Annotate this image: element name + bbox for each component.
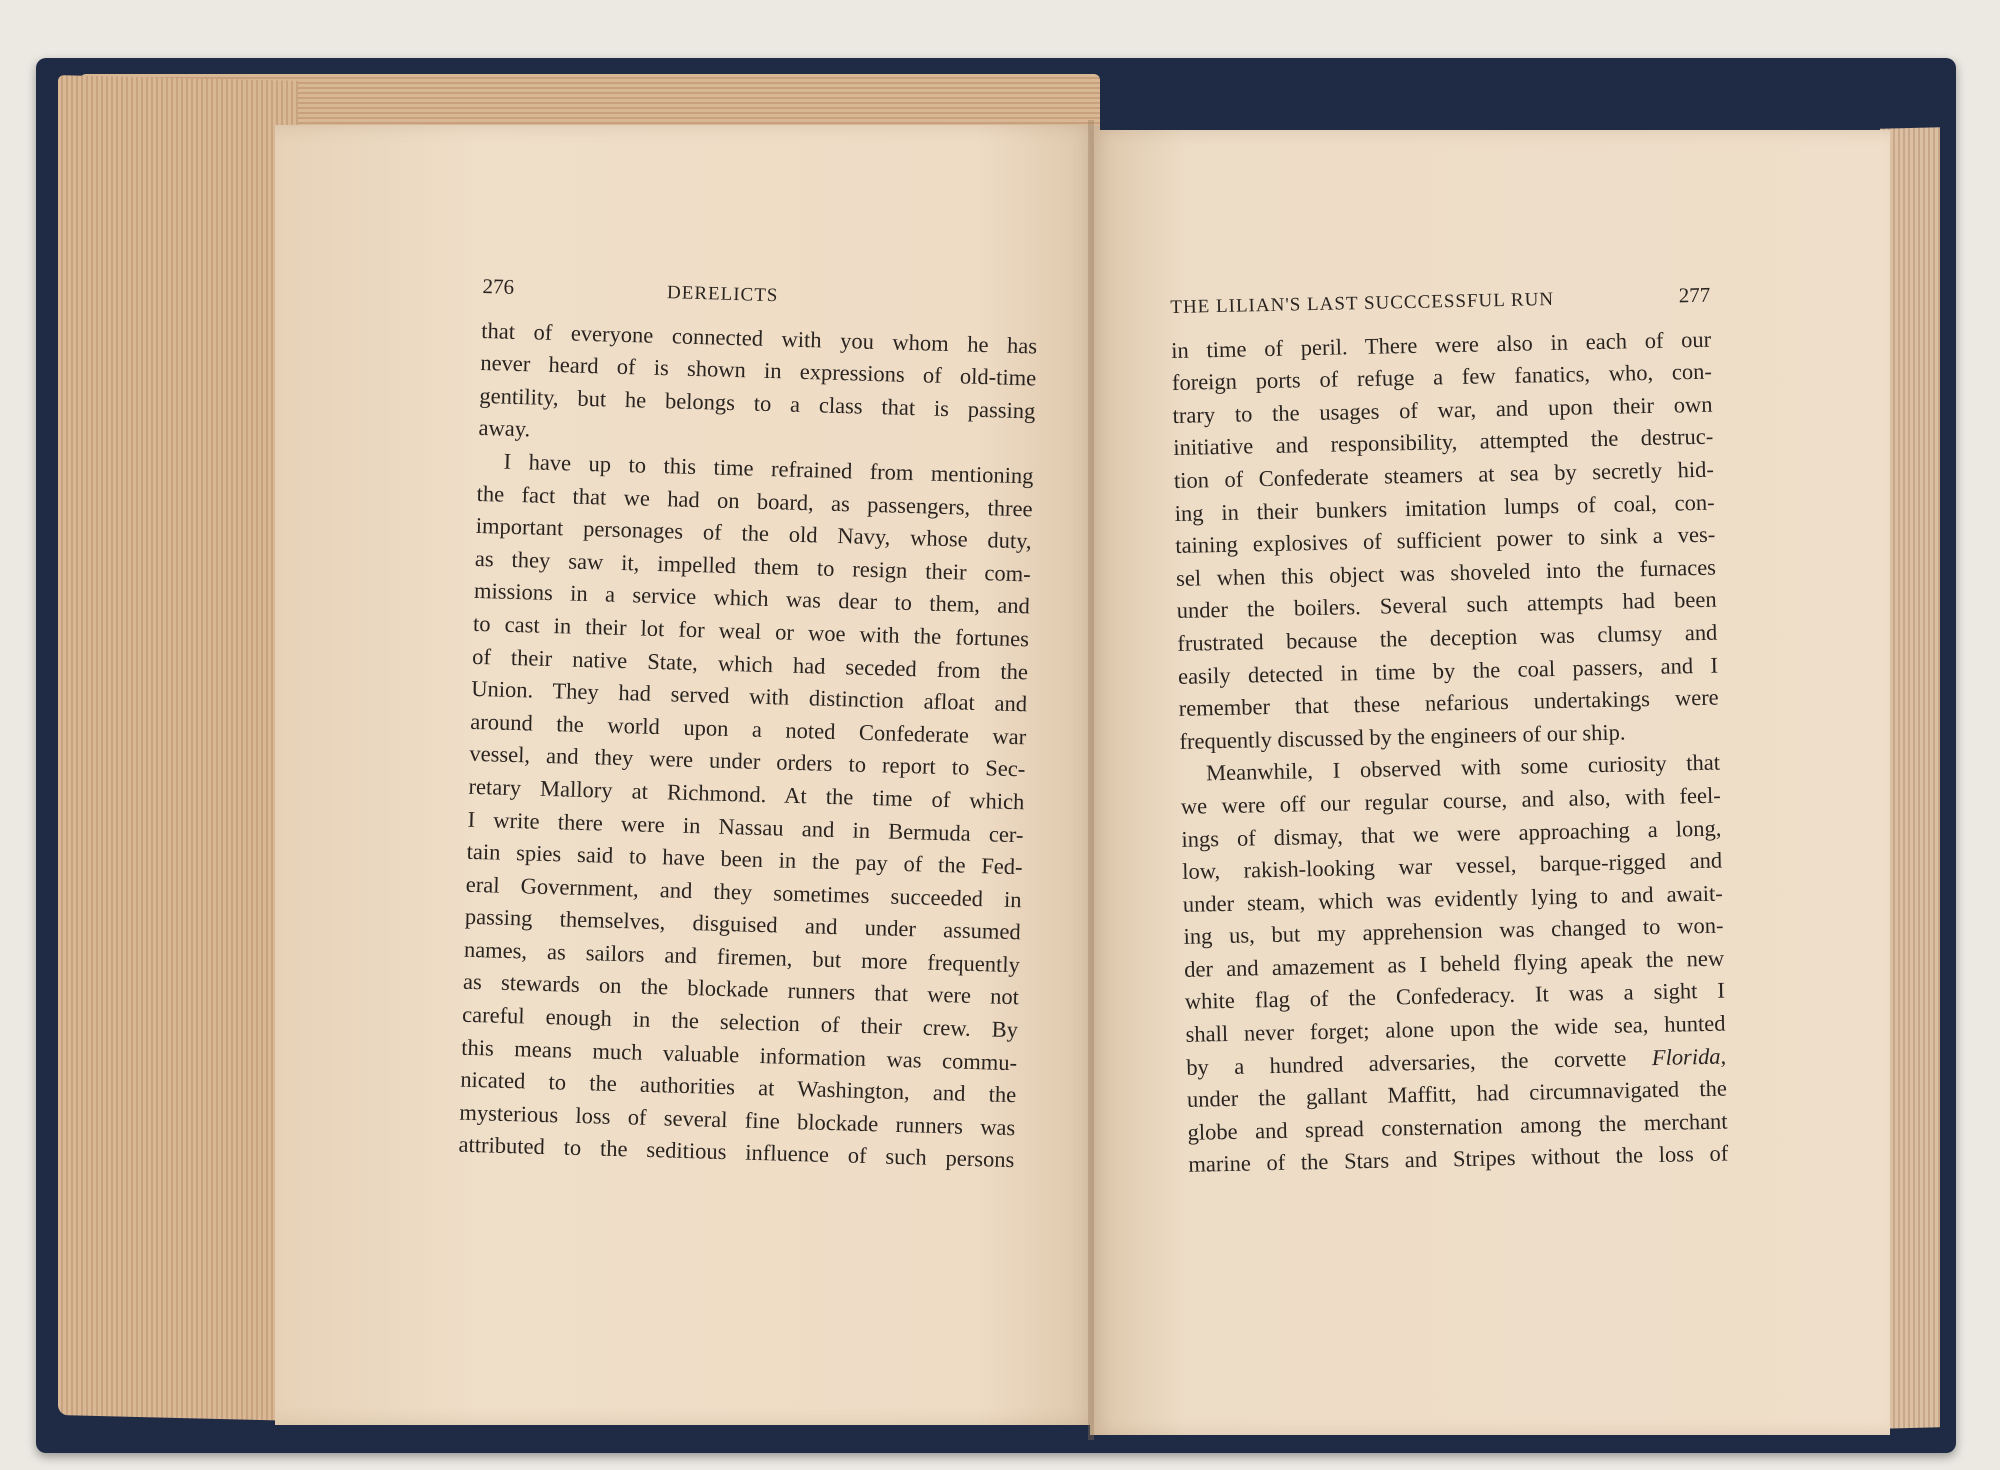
- text-line: the fact that we had on board, as passengers, three: [476, 480, 1033, 521]
- book-gutter: [1088, 120, 1094, 1440]
- text-line: ings of dismay, that we were approaching a long,: [1181, 815, 1722, 852]
- text-line: in time of peril. There were also in each of our: [1170, 326, 1712, 363]
- text-line: tion of Confederate steamers at sea by secretly hid-: [1173, 456, 1715, 493]
- text-line: under the boilers. Several such attempts had been: [1176, 586, 1717, 624]
- text-line: around the world upon a noted Confederate war: [470, 708, 1027, 750]
- text-line: of their native State, which had seceded from the: [471, 643, 1029, 684]
- page-block-left-edge: [58, 75, 298, 1421]
- text-line: tain spies said to have been in the pay of the Fed-: [466, 838, 1023, 880]
- text-line: under steam, which was evidently lying to and await-: [1182, 880, 1724, 917]
- left-page-text: [458, 270, 1039, 1177]
- text-line: to cast in their lot for weal or woe with the fortunes: [472, 610, 1030, 652]
- text-line: ing in their bunkers imitation lumps of coal, con-: [1174, 489, 1715, 526]
- text-line: missions in a service which was dear to them, and: [473, 578, 1031, 619]
- text-line: sel when this object was shoveled into the furnaces: [1175, 554, 1717, 591]
- text-line: by a hundred adversaries, the corvette Florida,: [1186, 1043, 1727, 1080]
- text-line: ing us, but my apprehension was changed to won-: [1183, 912, 1724, 950]
- text-line: nicated to the authorities at Washington, and the: [460, 1066, 1017, 1108]
- text-line: globe and spread consternation among the merchant: [1187, 1108, 1728, 1145]
- text-line: I have up to this time refrained from mentioning: [503, 448, 1034, 489]
- right-page-number: 277: [1678, 282, 1711, 308]
- text-line: careful enough in the selection of their crew. By: [461, 1001, 1019, 1043]
- left-running-head-title: DERELICTS: [666, 282, 779, 307]
- text-line: remember that these nefarious undertakings were: [1178, 684, 1719, 722]
- text-line: I write there were in Nassau and in Bermuda cer-: [467, 806, 1024, 847]
- text-line: this means much valuable information was commu-: [460, 1034, 1018, 1075]
- text-line: trary to the usages of war, and upon their own: [1172, 391, 1713, 428]
- text-line: as stewards on the blockade runners that were not: [462, 969, 1020, 1010]
- text-line: frustrated because the deception was clumsy and: [1177, 619, 1718, 656]
- text-line: gentility, but he belongs to a class that is passing: [479, 382, 1036, 424]
- text-line: as they saw it, impelled them to resign their com-: [474, 545, 1032, 587]
- text-line: never heard of is shown in expressions of old-time: [480, 350, 1037, 391]
- text-line: easily detected in time by the coal passers, and I: [1177, 652, 1719, 689]
- text-line: Meanwhile, I observed with some curiosity that: [1205, 749, 1721, 786]
- text-line: names, as sailors and firemen, but more frequently: [463, 936, 1021, 978]
- left-page-body: [458, 315, 1037, 1178]
- text-line: initiative and responsibility, attempted the destruc-: [1173, 424, 1714, 461]
- text-line: we were off our regular course, and also, with feel-: [1180, 782, 1721, 819]
- text-line: vessel, and they were under orders to report to Sec-: [469, 741, 1026, 782]
- text-line: under the gallant Maffitt, had circumnavigated the: [1186, 1075, 1728, 1113]
- text-line: that of everyone connected with you whom he has: [480, 317, 1038, 359]
- left-page-number: 276: [482, 273, 515, 299]
- text-line: der and amazement as I beheld flying apeak the new: [1183, 945, 1725, 982]
- text-line: shall never forget; alone upon the wide sea, hunted: [1185, 1010, 1726, 1047]
- text-line: taining explosives of sufficient power to sink a ves-: [1175, 521, 1716, 559]
- text-line: away.: [478, 415, 531, 442]
- text-line: foreign ports of refuge a few fanatics, who, con-: [1171, 358, 1713, 396]
- right-page-body: [1171, 323, 1729, 1182]
- text-line: attributed to the seditious influence of such persons: [458, 1132, 1015, 1173]
- text-line: important personages of the old Navy, whose duty,: [475, 513, 1032, 554]
- right-page-text: [1170, 279, 1729, 1182]
- text-line: retary Mallory at Richmond. At the time of which: [468, 773, 1025, 815]
- text-line: Union. They had served with distinction afloat and: [470, 675, 1028, 717]
- text-line: frequently discussed by the engineers of our ship.: [1179, 719, 1626, 754]
- right-running-head-title: THE LILIAN'S LAST SUCCCESSFUL RUN: [1170, 288, 1555, 318]
- ship-name-italic: Florida,: [1651, 1043, 1727, 1070]
- text-line: mysterious loss of several fine blockade runners was: [459, 1099, 1016, 1141]
- text-line: low, rakish-looking war vessel, barque-rigged and: [1181, 847, 1723, 884]
- text-line: white flag of the Confederacy. It was a sight I: [1184, 978, 1726, 1015]
- text-line: eral Government, and they sometimes succeeded in: [465, 871, 1022, 912]
- text-line: passing themselves, disguised and under assumed: [464, 904, 1022, 945]
- text-line: marine of the Stars and Stripes without the loss of: [1188, 1140, 1729, 1178]
